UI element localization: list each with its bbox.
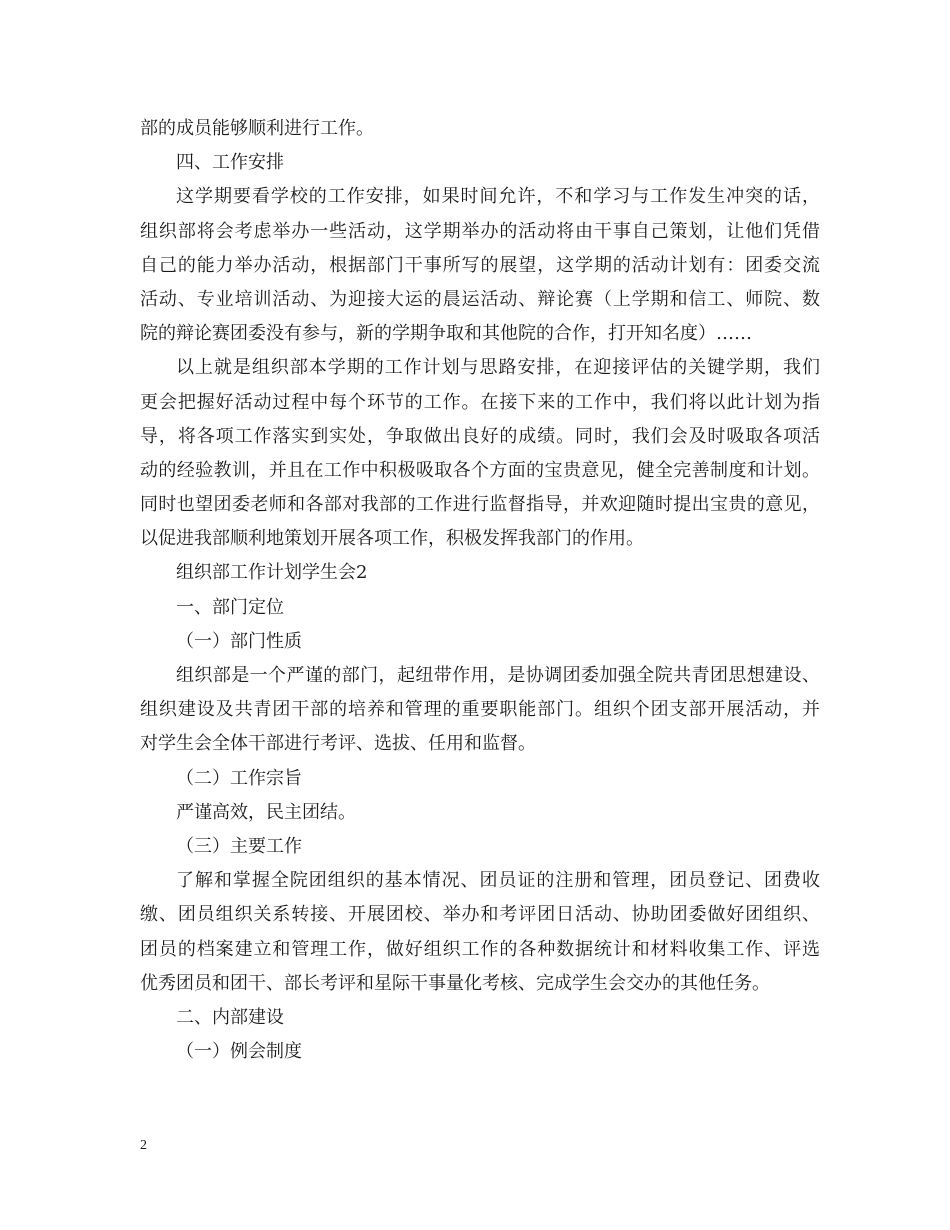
text-line: 导，将各项工作落实到实处，争取做出良好的成绩。同时，我们会及时吸取各项活 (140, 425, 820, 447)
subsection-heading: （二）工作宗旨 (176, 767, 302, 789)
document-title: 组织部工作计划学生会2 (176, 562, 368, 584)
text-line: 更会把握好活动过程中每个环节的工作。在接下来的工作中，我们将以此计划为指 (140, 391, 820, 413)
section-heading: 二、内部建设 (176, 1006, 284, 1028)
text-line: 组织建设及共青团干部的培养和管理的重要职能部门。组织个团支部开展活动，并 (140, 699, 820, 721)
document-body (140, 112, 820, 1069)
text-line: 组织部将会考虑举办一些活动，这学期举办的活动将由干事自己策划，让他们凭借 (140, 220, 820, 242)
text-line: 院的辩论赛团委没有参与，新的学期争取和其他院的合作，打开知名度）…… (140, 323, 752, 345)
subsection-heading: （三）主要工作 (176, 835, 302, 857)
text-line: 团员的档案建立和管理工作，做好组织工作的各种数据统计和材料收集工作、评选 (140, 938, 820, 960)
section-heading: 四、工作安排 (176, 152, 284, 174)
page-number: 2 (140, 1138, 147, 1153)
text-line: 优秀团员和团干、部长考评和星际干事量化考核、完成学生会交办的其他任务。 (140, 972, 770, 994)
text-line: 对学生会全体干部进行考评、选拔、任用和监督。 (140, 733, 536, 755)
text-line: 了解和掌握全院团组织的基本情况、团员证的注册和管理，团员登记、团费收 (176, 870, 820, 892)
text-line: 部的成员能够顺利进行工作。 (140, 118, 374, 139)
text-line: 缴、团员组织关系转接、开展团校、举办和考评团日活动、协助团委做好团组织、 (140, 904, 820, 926)
text-line: 自己的能力举办活动，根据部门干事所写的展望，这学期的活动计划有：团委交流 (140, 254, 820, 276)
subsection-heading: （一）部门性质 (176, 630, 302, 652)
text-line: 动的经验教训，并且在工作中积极吸取各个方面的宝贵意见，健全完善制度和计划。 (140, 459, 820, 481)
subsection-heading: （一）例会制度 (176, 1041, 302, 1063)
section-heading: 一、部门定位 (176, 596, 284, 618)
text-line: 以促进我部顺利地策划开展各项工作，积极发挥我部门的作用。 (140, 528, 644, 550)
text-line: 这学期要看学校的工作安排，如果时间允许，不和学习与工作发生冲突的话， (176, 186, 820, 208)
text-line: 严谨高效，民主团结。 (176, 801, 356, 823)
text-line: 活动、专业培训活动、为迎接大运的晨运活动、辩论赛（上学期和信工、师院、数 (140, 288, 820, 310)
text-line: 组织部是一个严谨的部门，起纽带作用，是协调团委加强全院共青团思想建设、 (176, 665, 820, 686)
text-line: 同时也望团委老师和各部对我部的工作进行监督指导，并欢迎随时提出宝贵的意见， (140, 494, 820, 516)
text-line: 以上就是组织部本学期的工作计划与思路安排，在迎接评估的关键学期，我们 (176, 357, 820, 379)
